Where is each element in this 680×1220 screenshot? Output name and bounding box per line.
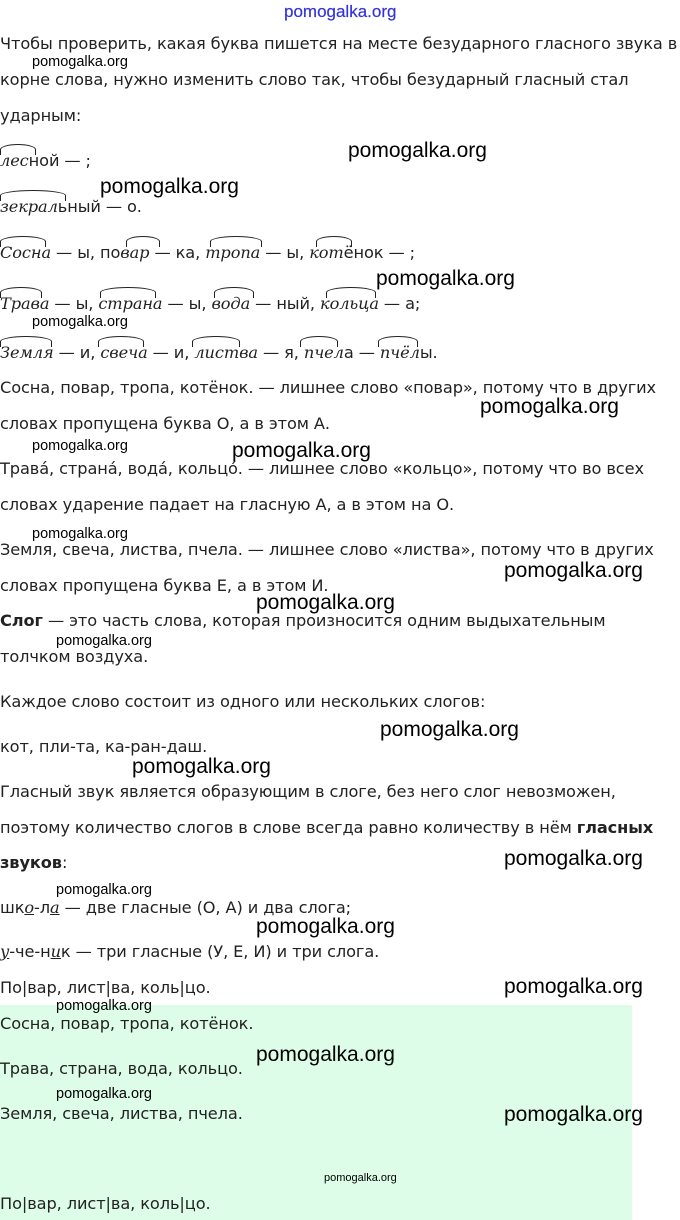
root-arc-mark (316, 236, 352, 247)
suffix-text: — ы, (162, 294, 212, 313)
intro-line-1: Чтобы проверить, какая буква пишется на месте безударного гласного звука в (0, 34, 678, 53)
vowel-mark: у (0, 942, 10, 961)
word-part: -л (34, 898, 51, 917)
root-arc-mark (210, 236, 262, 247)
watermark: pomogalka.org (32, 314, 128, 330)
root-word: Трава (0, 294, 50, 313)
answer-2-line-2: словах ударение падает на гласную А, а в этом на О. (0, 495, 454, 514)
watermark: pomogalka.org (132, 755, 271, 778)
green-line-2: Трава, страна, вода, кольцо. (0, 1059, 243, 1078)
root-word: листва (194, 343, 258, 362)
watermark: pomogalka.org (56, 882, 152, 898)
answer-2-line-1: Трава́, страна́, вода́, кольцо́. — лишнее слово «кольцо», потому что во всех (0, 459, 644, 478)
watermark: pomogalka.org (232, 439, 371, 462)
exercise-row-1 (0, 243, 415, 263)
root-word: вода (211, 294, 251, 313)
term: Слог (0, 611, 43, 630)
intro-line-2: корне слова, нужно изменить слово так, чтобы безударный гласный стал (0, 70, 629, 89)
vowel-mark: и (50, 942, 61, 961)
syllable-definition (0, 611, 605, 631)
answer-3-line-1: Земля, свеча, листва, пчела. — лишнее слово «листва», потому что в других (0, 540, 654, 559)
answer-1-line-1: Сосна, повар, тропа, котёнок. — лишнее слово «повар», потому что в других (0, 378, 657, 397)
root-arc-mark (126, 236, 160, 247)
word-part: -че-н (9, 942, 51, 961)
vowel-mark: о (24, 898, 35, 917)
root-arc-mark (0, 236, 46, 247)
root-word: вар (120, 243, 150, 262)
example-pupil (0, 942, 379, 962)
suffix-text: ы. (419, 343, 438, 362)
watermark: pomogalka.org (56, 1086, 152, 1102)
root-word: тропа (205, 243, 261, 262)
suffix-text: — и, (147, 343, 195, 362)
watermark: pomogalka.org (32, 438, 128, 454)
suffix-text: — я, (257, 343, 304, 362)
word-rest: ной — ; (28, 151, 91, 170)
example-school (0, 898, 351, 918)
root-word: пчел (303, 343, 344, 362)
root-word: Земля (0, 343, 54, 362)
vowel-rule-2 (0, 818, 653, 838)
suffix-text: — ка, (149, 243, 206, 262)
suffix-text: ёнок — ; (343, 243, 416, 262)
root-word: пчёл (379, 343, 420, 362)
watermark: pomogalka.org (380, 718, 519, 741)
root-arc-mark (326, 287, 376, 298)
syllable-example: кот, пли-та, ка-ран-даш. (0, 737, 208, 756)
suffix-text: а — (343, 343, 380, 362)
vowel-rule-1: Гласный звук является образующим в слоге, без него слог невозможен, (0, 782, 616, 801)
root-arc-mark (100, 287, 156, 298)
watermark-top: pomogalka.org (284, 2, 397, 21)
suffix-text: — ный, (250, 294, 320, 313)
suffix-text: — ы, (49, 294, 99, 313)
suffix-text: — и, (53, 343, 101, 362)
suffix-text: — а; (378, 294, 421, 313)
watermark: pomogalka.org (256, 915, 395, 938)
root-arc-mark (0, 144, 36, 155)
root-word: кольца (320, 294, 379, 313)
watermark: pomogalka.org (504, 1103, 643, 1126)
watermark: pomogalka.org (256, 591, 395, 614)
each-word-text: Каждое слово состоит из одного или нескольких слогов: (0, 692, 486, 711)
rule-text: : (61, 853, 68, 872)
watermark: pomogalka.org (324, 1172, 397, 1184)
watermark: pomogalka.org (480, 395, 619, 418)
root-word: лес (0, 151, 29, 170)
vowel-rule-3 (0, 853, 67, 873)
watermark: pomogalka.org (56, 633, 152, 649)
green-line-3: Земля, свеча, листва, пчела. (0, 1104, 243, 1123)
root-word: свеча (100, 343, 148, 362)
root-arc-mark (0, 190, 66, 201)
watermark: pomogalka.org (32, 54, 128, 70)
watermark: pomogalka.org (504, 559, 643, 582)
answer-1-line-2: словах пропущена буква О, а в этом А. (0, 414, 330, 433)
watermark: pomogalka.org (376, 267, 515, 290)
root-word: страна (98, 294, 163, 313)
word-part: — две гласные (О, А) и два слога; (59, 898, 352, 917)
watermark: pomogalka.org (256, 1043, 395, 1066)
root-arc-mark (0, 287, 42, 298)
word-rest: ьный — о. (57, 197, 142, 216)
watermark: pomogalka.org (32, 526, 128, 542)
rule-bold: гласных (576, 818, 654, 837)
intro-line-3: ударным: (0, 106, 82, 125)
suffix-text: — ы, (260, 243, 310, 262)
root-arc-mark (0, 336, 52, 347)
root-arc-mark (214, 287, 254, 298)
syllable-definition-2: толчком воздуха. (0, 647, 149, 666)
definition: — это часть слова, которая произносится одним выдыхательным (42, 611, 606, 630)
root-arc-mark (378, 336, 418, 347)
watermark: pomogalka.org (100, 175, 239, 198)
watermark: pomogalka.org (504, 975, 643, 998)
watermark: pomogalka.org (348, 139, 487, 162)
root-word: Сосна (0, 243, 52, 262)
root-word: зекрал (0, 197, 58, 216)
rule-text: поэтому количество слогов в слове всегда равно количеству в нём (0, 818, 577, 837)
green-line-4: По|вар, лист|ва, коль|цо. (0, 1194, 211, 1213)
root-arc-mark (300, 336, 338, 347)
root-arc-mark (192, 336, 240, 347)
rule-bold: звуков (0, 853, 62, 872)
watermark: pomogalka.org (56, 998, 152, 1014)
answer-3-line-2: словах пропущена буква Е, а в этом И. (0, 576, 329, 595)
watermark: pomogalka.org (504, 847, 643, 870)
green-line-1: Сосна, повар, тропа, котёнок. (0, 1014, 254, 1033)
root-arc-mark (98, 336, 144, 347)
syllable-split: По|вар, лист|ва, коль|цо. (0, 978, 211, 997)
vowel-mark: а (50, 898, 60, 917)
word-part: шк (0, 898, 25, 917)
suffix-text: — ы, по (51, 243, 121, 262)
root-word: кот (309, 243, 344, 262)
word-part: к — три гласные (У, Е, И) и три слога. (60, 942, 380, 961)
